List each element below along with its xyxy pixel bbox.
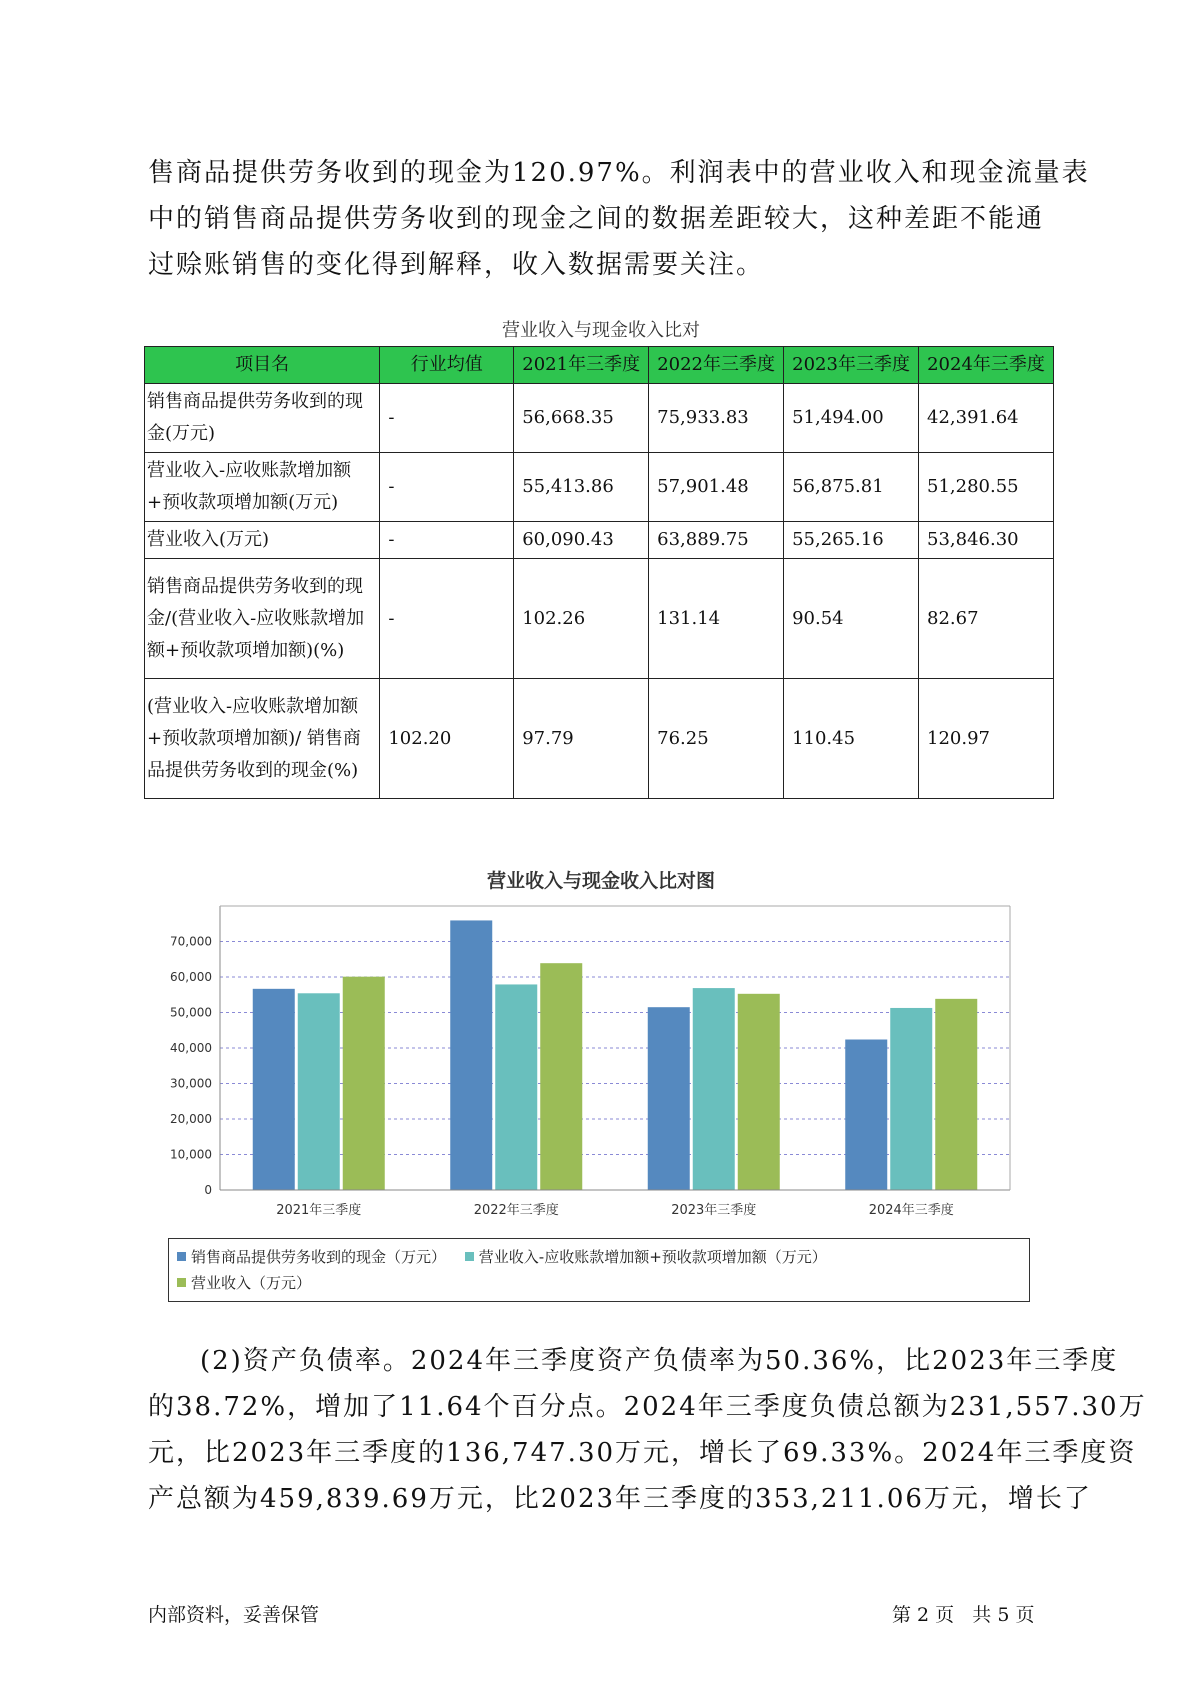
cell: 131.14 — [649, 559, 784, 679]
y-tick-label: 50,000 — [170, 1005, 212, 1020]
header-2024q3: 2024年三季度 — [919, 347, 1054, 384]
cell: 102.26 — [514, 559, 649, 679]
legend-swatch — [177, 1252, 186, 1261]
legend-item — [177, 1269, 311, 1295]
bar — [693, 988, 735, 1190]
header-2021q3: 2021年三季度 — [514, 347, 649, 384]
bar — [935, 999, 977, 1190]
cell: 42,391.64 — [919, 384, 1054, 453]
cell: 60,090.43 — [514, 522, 649, 559]
row-label: (营业收入-应收账款增加额+预收款项增加额)/ 销售商品提供劳务收到的现金(%) — [145, 679, 380, 799]
y-tick-label: 70,000 — [170, 934, 212, 949]
y-tick-label: 60,000 — [170, 970, 212, 984]
header-industry-avg: 行业均值 — [380, 347, 514, 384]
bar — [253, 989, 295, 1190]
paragraph-line: 中的销售商品提供劳务收到的现金之间的数据差距较大，这种差距不能通 — [148, 204, 1045, 234]
cell: 82.67 — [919, 559, 1054, 679]
paragraph-line: 元，比2023年三季度的136,747.30万元，增长了69.33%。2024年三季度资 — [148, 1438, 1137, 1468]
cell: 75,933.83 — [649, 384, 784, 453]
paragraph-revenue-analysis — [148, 150, 1090, 288]
row-label: 销售商品提供劳务收到的现金(万元) — [145, 384, 380, 453]
paragraph-debt-ratio — [148, 1338, 1147, 1522]
bar — [450, 920, 492, 1190]
cell: 57,901.48 — [649, 453, 784, 522]
table-caption: 营业收入与现金收入比对 — [502, 320, 700, 341]
paragraph-line: 产总额为459,839.69万元，比2023年三季度的353,211.06万元，增长了 — [148, 1484, 1092, 1514]
revenue-cash-table — [144, 346, 1054, 799]
cell: 55,413.86 — [514, 453, 649, 522]
x-tick-label: 2024年三季度 — [868, 1203, 954, 1218]
legend-swatch — [465, 1252, 474, 1261]
cell: 110.45 — [784, 679, 919, 799]
table-row — [145, 559, 1054, 679]
row-label: 销售商品提供劳务收到的现金/(营业收入-应收账款增加额+预收款项增加额)(%) — [145, 559, 380, 679]
y-tick-label: 10,000 — [170, 1147, 212, 1162]
bar — [540, 963, 582, 1190]
paragraph-line: 的38.72%，增加了11.64个百分点。2024年三季度负债总额为231,557.30万 — [148, 1392, 1147, 1422]
legend-label: 营业收入-应收账款增加额+预收款项增加额（万元） — [478, 1247, 827, 1266]
legend-item — [465, 1243, 827, 1269]
cell: 90.54 — [784, 559, 919, 679]
cell: - — [380, 522, 514, 559]
legend-swatch — [177, 1278, 186, 1287]
cell: 53,846.30 — [919, 522, 1054, 559]
cell: 97.79 — [514, 679, 649, 799]
cell: 51,280.55 — [919, 453, 1054, 522]
bar-chart — [148, 900, 1054, 1230]
bar — [298, 993, 340, 1190]
header-2022q3: 2022年三季度 — [649, 347, 784, 384]
cell: 55,265.16 — [784, 522, 919, 559]
footer-page-number: 第 2 页 共 5 页 — [892, 1604, 1035, 1626]
cell: 76.25 — [649, 679, 784, 799]
x-tick-label: 2021年三季度 — [276, 1203, 362, 1218]
table-row — [145, 522, 1054, 559]
cell: - — [380, 453, 514, 522]
chart-legend — [168, 1238, 1030, 1302]
row-label: 营业收入-应收账款增加额+预收款项增加额(万元) — [145, 453, 380, 522]
y-tick-label: 20,000 — [170, 1112, 212, 1126]
table-row — [145, 453, 1054, 522]
table-header-row — [145, 347, 1054, 384]
cell: 56,668.35 — [514, 384, 649, 453]
x-tick-label: 2023年三季度 — [671, 1203, 757, 1218]
cell: - — [380, 384, 514, 453]
bar — [343, 977, 385, 1190]
cell: 51,494.00 — [784, 384, 919, 453]
legend-label: 销售商品提供劳务收到的现金（万元） — [191, 1247, 447, 1266]
chart-title: 营业收入与现金收入比对图 — [486, 870, 715, 892]
cell: 63,889.75 — [649, 522, 784, 559]
bar — [648, 1007, 690, 1190]
cell: - — [380, 559, 514, 679]
header-2023q3: 2023年三季度 — [784, 347, 919, 384]
cell: 120.97 — [919, 679, 1054, 799]
y-tick-label: 40,000 — [170, 1041, 212, 1055]
x-tick-label: 2022年三季度 — [473, 1203, 559, 1218]
y-tick-label: 30,000 — [170, 1076, 212, 1091]
paragraph-line: (2)资产负债率。2024年三季度资产负债率为50.36%，比2023年三季度 — [200, 1346, 1119, 1376]
table-row — [145, 384, 1054, 453]
bar — [845, 1040, 887, 1190]
row-label: 营业收入(万元) — [145, 522, 380, 559]
table-row — [145, 679, 1054, 799]
paragraph-line: 售商品提供劳务收到的现金为120.97%。利润表中的营业收入和现金流量表 — [148, 158, 1090, 188]
bar — [890, 1008, 932, 1190]
legend-item — [177, 1243, 446, 1269]
legend-label: 营业收入（万元） — [191, 1273, 312, 1292]
header-item-name: 项目名 — [145, 347, 380, 384]
y-tick-label: 0 — [204, 1183, 212, 1197]
footer-confidential-note: 内部资料，妥善保管 — [148, 1604, 320, 1626]
cell: 102.20 — [380, 679, 514, 799]
bar — [738, 994, 780, 1190]
paragraph-line: 过赊账销售的变化得到解释，收入数据需要关注。 — [148, 250, 765, 280]
cell: 56,875.81 — [784, 453, 919, 522]
bar — [495, 984, 537, 1190]
